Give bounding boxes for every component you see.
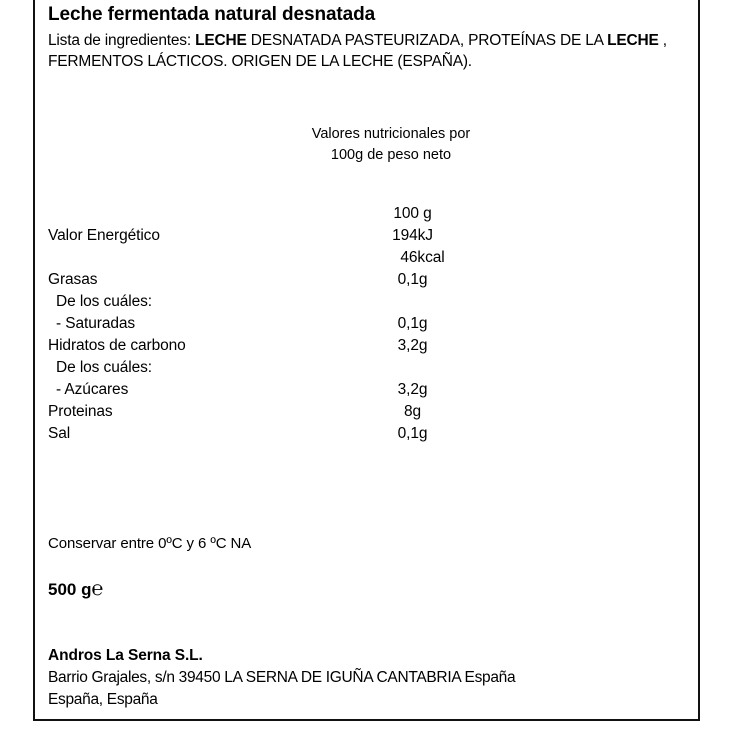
- row-label-energy: Valor Energético: [48, 227, 160, 244]
- ingredients-text-2: , FERMENTOS LÁCTICOS. ORIGEN DE LA LECHE (ESPAÑA).: [48, 32, 667, 70]
- table-row-saturates: [35, 313, 698, 335]
- company-name: Andros La Serna S.L.: [48, 647, 203, 664]
- row-label-fat-ofwhich: De los cuáles:: [56, 293, 152, 310]
- table-row-energy-kcal: [35, 247, 698, 269]
- row-value-fat: 0,1g: [397, 271, 428, 288]
- table-row-fat-ofwhich: [35, 291, 698, 313]
- address-line-2: España, España: [48, 691, 158, 708]
- nutrition-heading-line1: Valores nutricionales por: [311, 126, 471, 142]
- row-label-saturates: - Saturadas: [56, 315, 136, 332]
- product-title: Leche fermentada natural desnatada: [48, 4, 376, 25]
- ingredients-allergen-leche-2: LECHE: [607, 32, 659, 49]
- ingredients-allergen-leche-1: LECHE: [195, 32, 247, 49]
- net-weight: [48, 578, 104, 601]
- row-value-energy-kj: 194kJ: [392, 227, 433, 244]
- nutrition-heading: [281, 124, 501, 166]
- ingredients-label: Lista de ingredientes:: [48, 32, 196, 49]
- storage-instructions: Conservar entre 0ºC y 6 ºC NA: [48, 535, 252, 552]
- row-value-saturates: 0,1g: [397, 315, 428, 332]
- nutrition-heading-line2: 100g de peso neto: [330, 147, 452, 163]
- table-row-sugars: [35, 379, 698, 401]
- manufacturer-block: [48, 645, 688, 711]
- ingredients-list: [48, 30, 688, 72]
- row-value-sugars: 3,2g: [397, 381, 428, 398]
- table-row-salt: [35, 423, 698, 445]
- estimated-sign-icon: ℮: [91, 578, 104, 600]
- nutrition-label-panel: [33, 0, 700, 721]
- table-row-carbs-ofwhich: [35, 357, 698, 379]
- row-value-salt: 0,1g: [397, 425, 428, 442]
- table-row-protein: [35, 401, 698, 423]
- address-line-1: Barrio Grajales, s/n 39450 LA SERNA DE IGUÑA CANTABRIA España: [48, 669, 516, 686]
- row-label-fat: Grasas: [48, 271, 98, 288]
- table-row-fat: [35, 269, 698, 291]
- row-label-sugars: - Azúcares: [56, 381, 129, 398]
- row-label-carbs-ofwhich: De los cuáles:: [56, 359, 152, 376]
- table-row-carbohydrates: [35, 335, 698, 357]
- row-value-protein: 8g: [403, 403, 422, 420]
- net-weight-value: 500 g: [48, 580, 92, 599]
- row-label-carbohydrates: Hidratos de carbono: [48, 337, 186, 354]
- ingredients-text-1: DESNATADA PASTEURIZADA, PROTEÍNAS DE LA: [246, 32, 608, 49]
- row-label-salt: Sal: [48, 425, 71, 442]
- row-label-protein: Proteinas: [48, 403, 113, 420]
- table-row-energy: [35, 225, 698, 247]
- row-value-energy-kcal: 46kcal: [400, 249, 445, 266]
- nutrition-table: [35, 203, 698, 445]
- row-value-carbohydrates: 3,2g: [397, 337, 428, 354]
- table-row-header: [35, 203, 698, 225]
- nutrition-column-header: 100 g: [393, 205, 432, 222]
